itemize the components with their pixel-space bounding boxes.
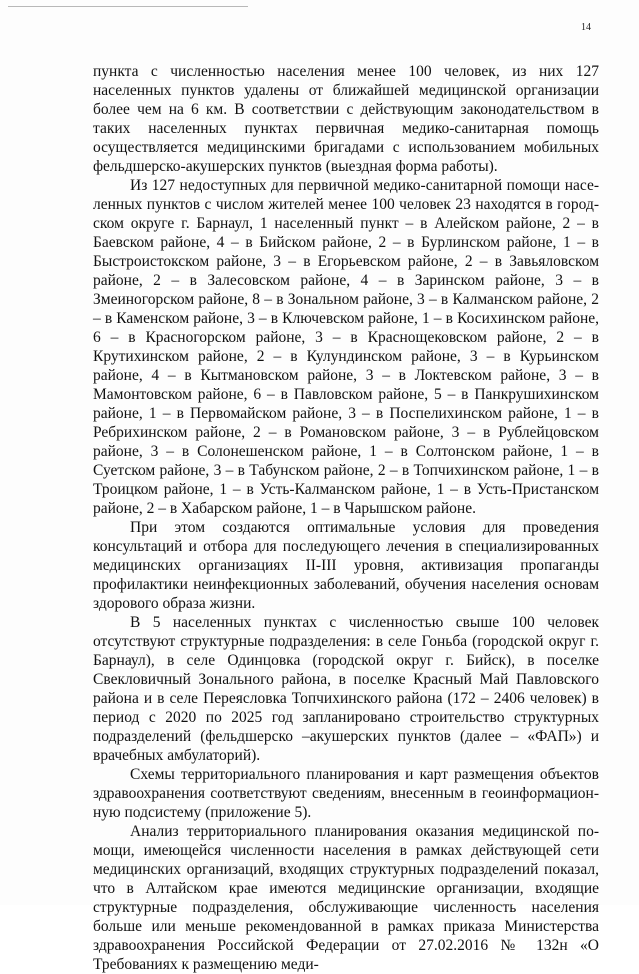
document-body <box>93 62 599 974</box>
paragraph-4: В 5 населенных пунктах с численностью свыше 100 человек отсутствуют структурные подразделения: в селе Гоньба (городской округ г. Барнаул), в селе Одинцовка (городской округ г. Бийск), в поселке Свекловичный Зонального района, в поселке Красный Май Павловского района и в селе Переясловка Топчихинского района (172 – 2406 человек) в период с 2020 по 2025 год запланировано строительство структурных подразделений (фельдшерско –акушерских пунктов (далее – «ФАП») и врачебных амбулаторий). <box>93 614 599 764</box>
top-divider <box>8 6 248 7</box>
page-number: 14 <box>581 22 591 33</box>
paragraph-6: Анализ территориального планирования оказания медицинской помощи, имеющейся численности населения в рамках действующей сети медицинских организаций, входящих структурных подразделений показал, что в Алтайском крае имеются медицинские организации, входящие структурные подразделения, обслуживающие численность населения больше или меньше рекомендованной в рамках приказа Министерства здравоохранения Российской Федерации от 27.02.2016 № 132н «О Требованиях к размещению меди- <box>93 823 599 973</box>
paragraph-5: Схемы территориального планирования и карт размещения объектов здравоохранения соответствуют сведениям, внесенным в геоинформационную подсистему (приложение 5). <box>93 766 599 821</box>
paragraph-1: пункта с численностью населения менее 100 человек, из них 127 населенных пунктов удалены от ближайшей медицинской организации более чем на 6 км. В соответствии с действующим законодательством в таких населенных пунктах первичная медико-санитарная помощь осуществляется медицинскими бригадами с использованием мобильных фельдшерско-акушерских пунктов (выездная форма работы). <box>93 63 599 175</box>
paragraph-2: Из 127 недоступных для первичной медико-санитарной помощи населенных пунктов с числом жителей менее 100 человек 23 находятся в городском округе г. Барнаул, 1 населенный пункт – в Алейском районе, 2 – в Баевском районе, 4 – в Бийском районе, 2 – в Бурлинском районе, 1 – в Быстроистокском районе, 3 – в Егорьевском районе, 2 – в Завьяловском районе, 2 – в Залесовском районе, 4 – в Заринском районе, 3 – в Змеиногорском районе, 8 – в Зональном районе, 3 – в Калманском районе, 2 – в Каменском районе, 3 – в Ключевском районе, 1 – в Косихинском районе, 6 – в Красногорском районе, 3 – в Краснощековском районе, 2 – в Крутихинском районе, 2 – в Кулундинском районе, 3 – в Курьинском районе, 4 – в Кытмановском районе, 3 – в Локтевском районе, 3 – в Мамонтовском районе, 6 – в Павловском районе, 5 – в Панкрушихинском районе, 1 – в Первомайском районе, 3 – в Поспелихинском районе, 1 – в Ребрихинском районе, 2 – в Романовском районе, 3 – в Рублейцовском районе, 3 – в Солонешенском районе, 1 – в Солтонском районе, 1 – в Суетском районе, 3 – в Табунском районе, 2 – в Топчихинском районе, 1 – в Троицком районе, 1 – в Усть-Калманском районе, 1 – в Усть-Пристанском районе, 2 – в Хабарском районе, 1 – в Чарышском районе. <box>93 177 599 517</box>
paragraph-3: При этом создаются оптимальные условия для проведения консультаций и отбора для последующего лечения в специализированных медицинских организациях II-III уровня, активизация пропаганды профилактики неинфекционных заболеваний, обучения населения основам здорового образа жизни. <box>93 519 599 612</box>
